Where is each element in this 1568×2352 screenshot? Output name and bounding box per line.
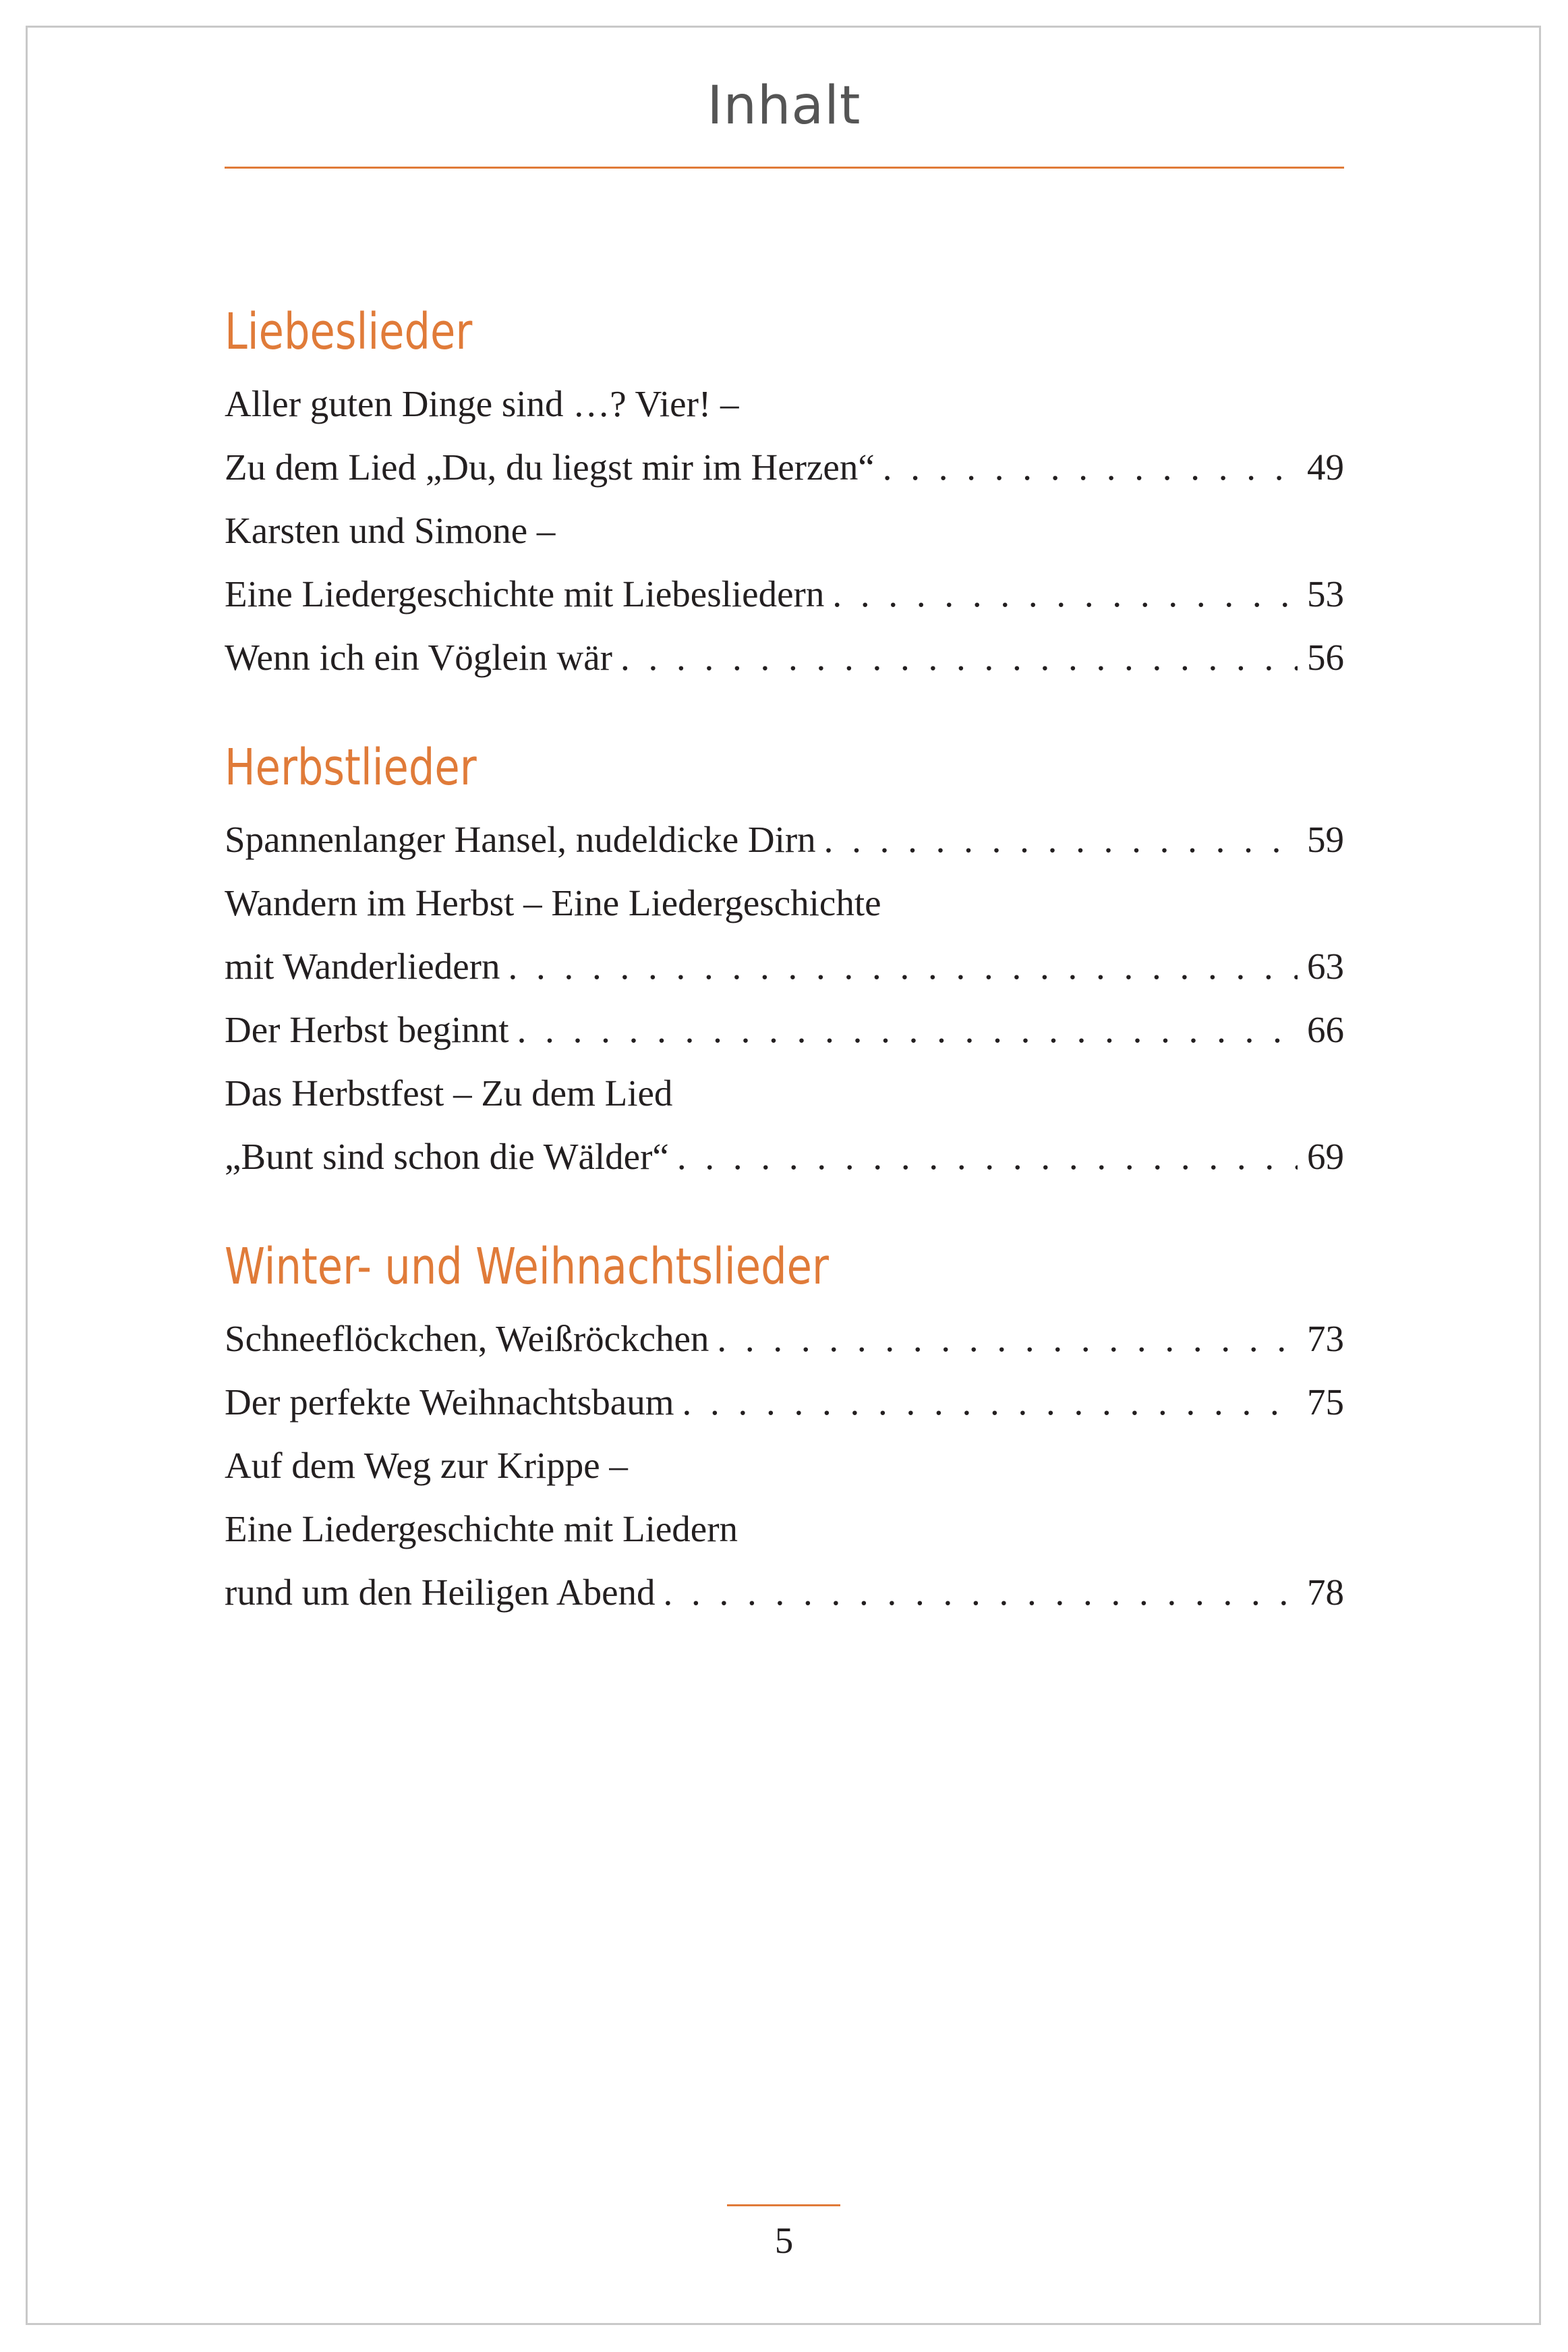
entry-row [225, 998, 1344, 1062]
toc-section-herbstlieder [225, 733, 1344, 1188]
entry-title: mit Wanderliedern [225, 946, 500, 987]
entry-line: Wandern im Herbst – Eine Liedergeschichte [225, 882, 881, 923]
toc-entry[interactable] [225, 1062, 1344, 1188]
toc-section-liebeslieder [225, 297, 1344, 689]
entry-title: Wenn ich ein Vöglein wär [225, 637, 612, 678]
page-reference: 63 [1307, 946, 1344, 987]
entry-title: Der Herbst beginnt [225, 1009, 509, 1050]
entry-title: Zu dem Lied „Du, du liegst mir im Herzen“ [225, 447, 875, 488]
toc-entry[interactable] [225, 998, 1344, 1062]
dot-leader [664, 1561, 1298, 1624]
entry-row [225, 935, 1344, 998]
table-of-contents [225, 297, 1344, 1624]
page-title: Inhalt [707, 76, 861, 136]
entry-row [225, 436, 1344, 499]
toc-entry[interactable] [225, 499, 1344, 626]
entry-title: rund um den Heiligen Abend [225, 1572, 656, 1613]
entry-line: Karsten und Simone – [225, 510, 556, 551]
page-reference: 59 [1307, 819, 1344, 860]
page-reference: 75 [1307, 1381, 1344, 1423]
page-number: 5 [774, 2220, 794, 2261]
dot-leader [620, 626, 1298, 689]
page-reference: 69 [1307, 1136, 1344, 1177]
dot-leader [508, 935, 1298, 998]
entry-line: Auf dem Weg zur Krippe – [225, 1445, 628, 1486]
entry-line: Eine Liedergeschichte mit Liedern [225, 1508, 738, 1549]
toc-entry[interactable] [225, 1307, 1344, 1371]
toc-entry[interactable] [225, 1371, 1344, 1434]
header-rule [225, 167, 1344, 169]
toc-entry[interactable] [225, 372, 1344, 499]
page-reference: 78 [1307, 1572, 1344, 1613]
dot-leader [677, 1125, 1298, 1188]
entry-title: Der perfekte Weihnachtsbaum [225, 1381, 674, 1423]
section-heading: Winter- und Weihnachtslieder [225, 1238, 829, 1296]
toc-entry[interactable] [225, 1434, 1344, 1624]
toc-entry[interactable] [225, 871, 1344, 998]
entry-line: Das Herbstfest – Zu dem Lied [225, 1072, 673, 1114]
entry-row [225, 808, 1344, 871]
dot-leader [683, 1371, 1298, 1434]
dot-leader [832, 563, 1298, 626]
page-reference: 66 [1307, 1009, 1344, 1050]
section-heading: Liebeslieder [225, 303, 473, 361]
page-reference: 53 [1307, 573, 1344, 614]
entry-row [225, 626, 1344, 689]
dot-leader [883, 436, 1298, 499]
entry-title: Spannenlanger Hansel, nudeldicke Dirn [225, 819, 816, 860]
dot-leader [717, 1307, 1298, 1371]
page-reference: 73 [1307, 1318, 1344, 1359]
entry-row [225, 1307, 1344, 1371]
toc-entry[interactable] [225, 626, 1344, 689]
section-heading: Herbstlieder [225, 739, 477, 797]
entry-title: Schneeflöckchen, Weißröckchen [225, 1318, 709, 1359]
dot-leader [517, 998, 1298, 1062]
page-reference: 56 [1307, 637, 1344, 678]
entry-line: Aller guten Dinge sind …? Vier! – [225, 383, 739, 424]
dot-leader [824, 808, 1298, 871]
entry-title: Eine Liedergeschichte mit Liebesliedern [225, 573, 825, 614]
entry-row [225, 1125, 1344, 1188]
entry-row [225, 1371, 1344, 1434]
entry-row [225, 1561, 1344, 1624]
toc-entry[interactable] [225, 808, 1344, 871]
entry-title: „Bunt sind schon die Wälder“ [225, 1136, 669, 1177]
entry-row [225, 563, 1344, 626]
page-reference: 49 [1307, 447, 1344, 488]
footer-rule [727, 2204, 840, 2206]
toc-section-winter-und-weihnachtslieder [225, 1232, 1344, 1624]
